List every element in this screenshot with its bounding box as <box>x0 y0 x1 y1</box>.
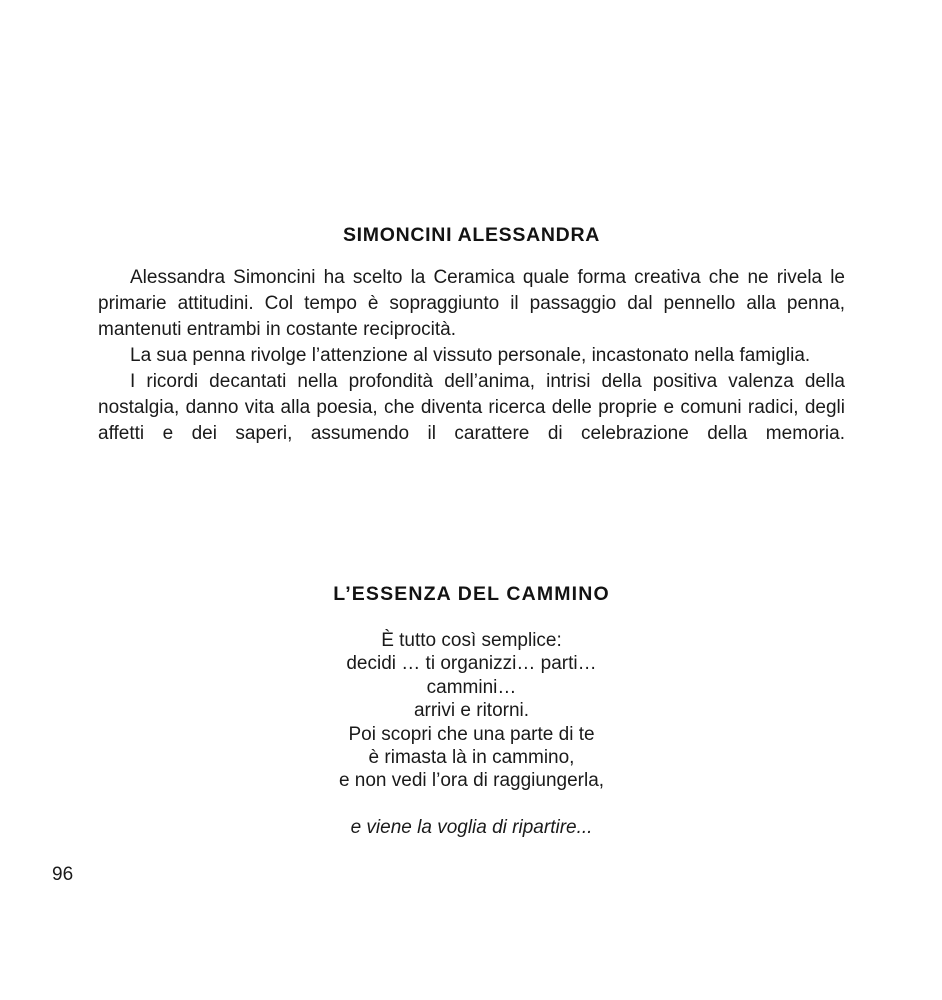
poem-line: e viene la voglia di ripartire... <box>350 817 593 839</box>
poem-line: è rimasta là in cammino, <box>368 747 575 769</box>
poem-line: e non vedi l’ora di raggiungerla, <box>338 770 605 792</box>
author-heading: SIMONCINI ALESSANDRA <box>342 224 601 246</box>
bio-paragraph-1: Alessandra Simoncini ha scelto la Ceramica quale forma creativa che ne rivela le primarie attitudini. Col tempo è sopraggiunto il passaggio dal pennello alla penna, mantenuti entrambi in costante reciprocità. <box>98 267 845 340</box>
poem-line: decidi … ti organizzi… parti… <box>346 653 597 675</box>
author-biography <box>98 265 845 473</box>
poem-line-spacer <box>98 793 845 816</box>
poem-line: Poi scopri che una parte di te <box>348 723 595 745</box>
poem-line: È tutto così semplice: <box>381 630 562 651</box>
page-number: 96 <box>52 864 74 885</box>
poem-body <box>98 629 845 840</box>
poem-line: arrivi e ritorni. <box>413 700 530 722</box>
bio-paragraph-2: La sua penna rivolge l’attenzione al vissuto personale, incastonato nella famiglia. <box>130 345 811 366</box>
bio-paragraph-3: I ricordi decantati nella profondità dell’anima, intrisi della positiva valenza della nostalgia, danno vita alla poesia, che diventa ricerca delle proprie e comuni radici, degli affetti e dei saperi, assumendo il carattere di celebrazione della memoria. <box>98 371 845 444</box>
poem-line: cammini… <box>426 676 517 698</box>
poem-title: L’ESSENZA DEL CAMMINO <box>333 583 610 605</box>
